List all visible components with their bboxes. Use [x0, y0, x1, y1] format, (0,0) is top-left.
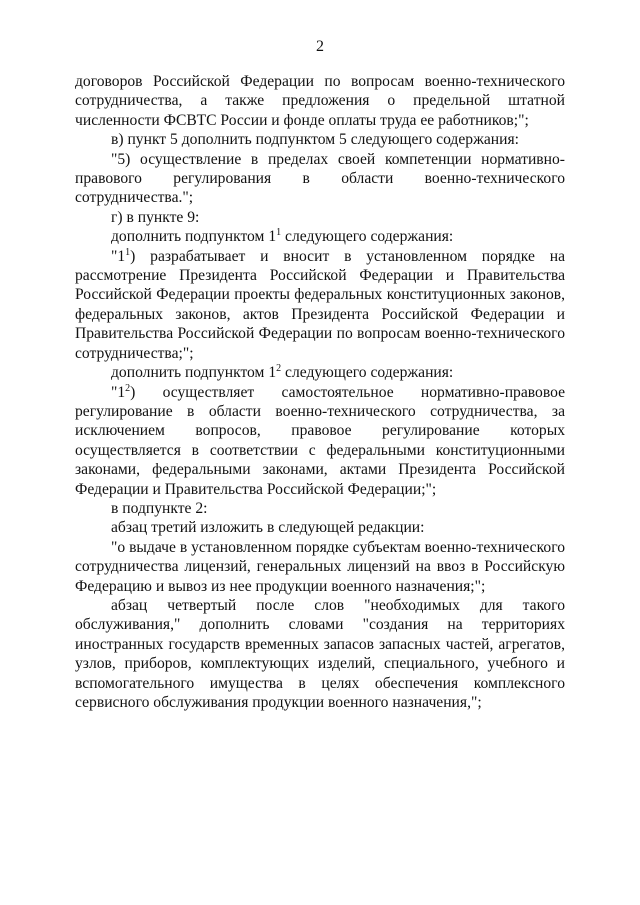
paragraph: в) пункт 5 дополнить подпунктом 5 следующего содержания:	[111, 131, 519, 149]
paragraph: в подпункте 2:	[111, 499, 208, 517]
paragraph-text: дополнить подпунктом 1	[111, 228, 277, 246]
paragraph-text: ) разрабатывает и вносит в установленном порядке на рассмотрение Президента Российской Федерации и Правительства Российской Федерации проекты федеральных конституционных законов, федеральных законов, актов Президента Российской Федерации и Правительства Российской Федерации по вопросам военно-технического сотрудничества;";	[75, 247, 565, 362]
paragraph: договоров Российской Федерации по вопросам военно-технического сотрудничества, а также предложения о предельной штатной численности ФСВТС России и фонде оплаты труда ее работников;";	[75, 73, 565, 129]
paragraph: "5) осуществление в пределах своей компетенции нормативно-правового регулирования в области военно-технического сотрудничества.";	[75, 150, 565, 207]
paragraph-text: дополнить подпунктом 1	[111, 364, 277, 382]
superscript: 2	[276, 363, 282, 375]
document-body	[75, 72, 565, 712]
superscript: 2	[125, 382, 131, 394]
paragraph-text: следующего содержания:	[281, 228, 454, 246]
superscript: 1	[276, 227, 282, 239]
paragraph	[75, 363, 565, 382]
page-number: 2	[316, 38, 324, 55]
paragraph: г) в пункте 9:	[111, 208, 200, 226]
superscript: 1	[125, 246, 131, 258]
paragraph: "о выдаче в установленном порядке субъектам военно-технического сотрудничества лицензий, генеральных лицензий на ввоз в Российскую Федерацию и вывоз из нее продукции военного назначения;";	[75, 538, 565, 595]
paragraph-text: следующего содержания:	[281, 364, 454, 382]
paragraph-text: ) осуществляет самостоятельное нормативно-правовое регулирование в области военно-технического сотрудничества, за исключением вопросов, правовое регулирование которых осуществляется в соответствии с федеральными конституционными законами, федеральными законами, актами Президента Российской Федерации и Правительства Российской Федерации;";	[75, 383, 565, 498]
paragraph: абзац четвертый после слов "необходимых для такого обслуживания," дополнить словами "создания на территориях иностранных государств временных запасов запасных частей, агрегатов, узлов, приборов, комплектующих изделий, специального, учебного и вспомогательного имущества в целях обеспечения комплексного сервисного обслуживания продукции военного назначения,";	[75, 596, 565, 711]
paragraph	[75, 383, 565, 499]
paragraph-text: "1	[111, 247, 126, 265]
paragraph-text: "1	[111, 383, 126, 401]
paragraph: абзац третий изложить в следующей редакции:	[111, 519, 425, 537]
paragraph	[75, 247, 565, 363]
paragraph	[75, 227, 565, 246]
